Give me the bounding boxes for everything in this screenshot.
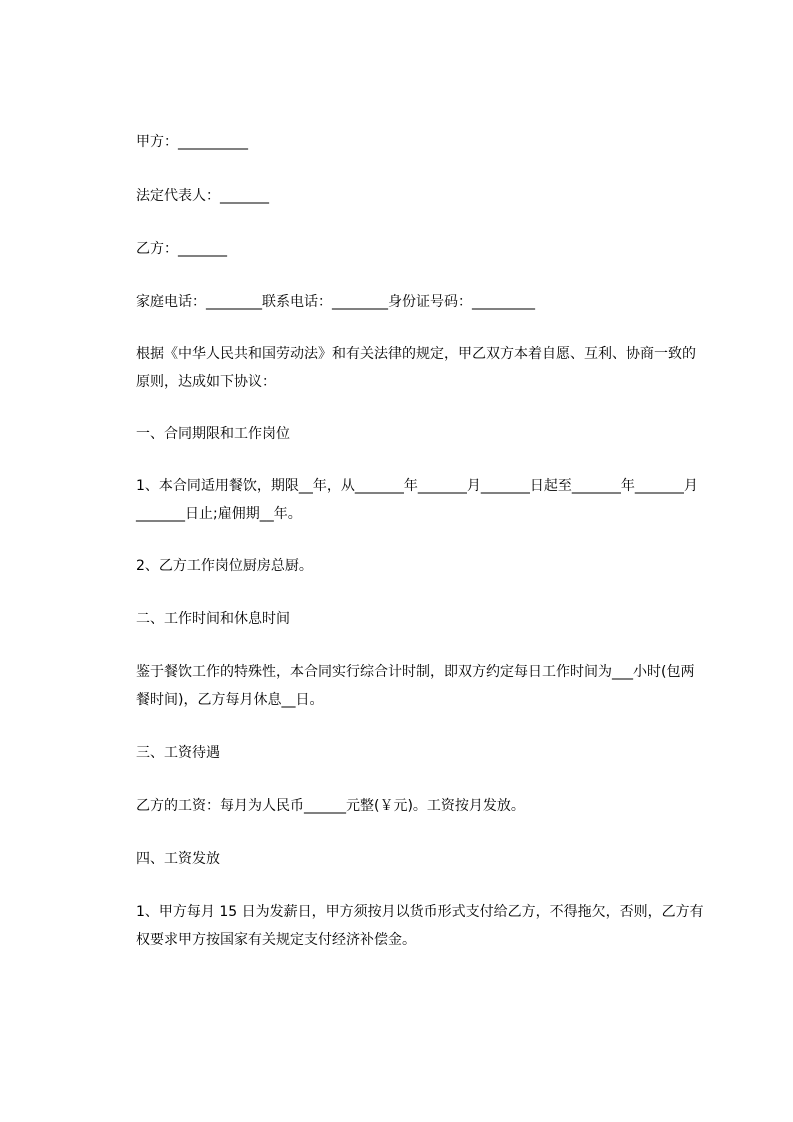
section-2-title: 二、工作时间和休息时间 xyxy=(136,611,290,627)
intro-paragraph: 根据《中华人民共和国劳动法》和有关法律的规定，甲乙双方本着自愿、互利、协商一致的原则，达成如下协议： xyxy=(136,346,696,390)
section-4-title: 四、工资发放 xyxy=(136,851,220,867)
party-a-line: 甲方：__________ xyxy=(136,134,248,150)
section-1-title: 一、合同期限和工作岗位 xyxy=(136,426,290,442)
section-1-item-2: 2、乙方工作岗位厨房总厨。 xyxy=(136,558,313,574)
section-4-item-1: 1、甲方每月 15 日为发薪日，甲方须按月以货币形式支付给乙方，不得拖欠，否则，乙方有权要求甲方按国家有关规定支付经济补偿金。 xyxy=(136,904,704,948)
party-b-line: 乙方：_______ xyxy=(136,241,227,257)
contact-info-line: 家庭电话：________联系电话：________身份证号码：_________ xyxy=(136,294,535,310)
legal-representative-line: 法定代表人：_______ xyxy=(136,188,269,204)
section-3-body: 乙方的工资：每月为人民币______元整(￥元)。工资按月发放。 xyxy=(136,798,525,814)
section-3-title: 三、工资待遇 xyxy=(136,745,220,761)
section-2-body: 鉴于餐饮工作的特殊性，本合同实行综合计时制，即双方约定每日工作时间为___小时(包两餐时间)，乙方每月休息__日。 xyxy=(136,664,695,708)
section-1-item-1: 1、本合同适用餐饮，期限__年，从_______年_______月_______日起至_______年_______月_______日止;雇佣期__年。 xyxy=(136,478,698,522)
